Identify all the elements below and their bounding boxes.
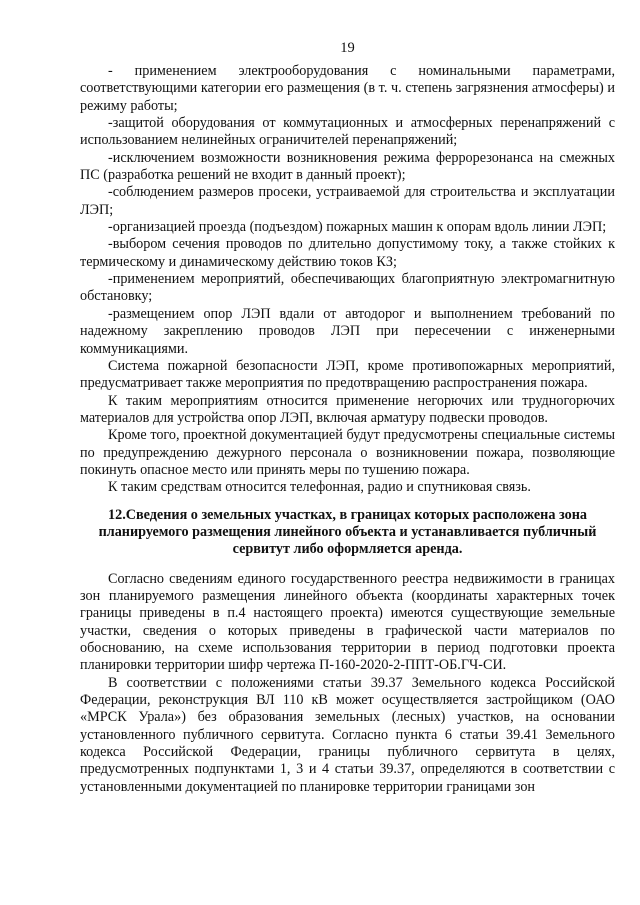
document-body	[80, 63, 615, 796]
paragraph: К таким мероприятиям относится применение негорючих или трудногорючих материалов для устройства опор ЛЭП, включая арматуру подвески проводов.	[80, 392, 615, 426]
paragraph: К таким средствам относится телефонная, радио и спутниковая связь.	[108, 479, 531, 496]
list-item: -соблюдением размеров просеки, устраиваемой для строительства и эксплуатации ЛЭП;	[80, 184, 615, 218]
list-item: -организацией проезда (подъездом) пожарных машин к опорам вдоль линии ЛЭП;	[108, 219, 607, 236]
paragraph: Кроме того, проектной документацией будут предусмотрены специальные системы по предупреждению дежурного персонала о возникновении пожара, позволяющие покинуть опасное место или принять меры по тушению пожара.	[80, 427, 615, 478]
list-item: -защитой оборудования от коммутационных и атмосферных перенапряжений с использованием нелинейных ограничителей перенапряжений;	[80, 115, 615, 149]
paragraph: Система пожарной безопасности ЛЭП, кроме противопожарных мероприятий, предусматривает также мероприятия по предотвращению распространения пожара.	[80, 357, 615, 392]
list-item: -исключением возможности возникновения режима феррорезонанса на смежных ПС (разработка решений не входит в данный проект);	[80, 149, 615, 184]
section-heading: 12.Сведения о земельных участках, в границах которых расположена зона планируемого размещения линейного объекта и устанавливается публичный сервитут либо оформляется аренда.	[98, 506, 597, 558]
paragraph: Согласно сведениям единого государственного реестра недвижимости в границах зон планируемого размещения линейного объекта (координаты характерных точек границы приведены в п.4 настоящего проекта) имеются существующие земельные участки, сведения о которых приведены в графической части материалов по обоснованию, на схеме использования территории в период подготовки проекта планировки территории шифр чертежа П-160-2020-2-ППТ-ОБ.ГЧ-СИ.	[80, 570, 615, 674]
list-item: -размещением опор ЛЭП вдали от автодорог и выполнением требований по надежному закреплению проводов ЛЭП при пересечении с инженерными коммуникациями.	[80, 305, 615, 357]
paragraph: В соответствии с положениями статьи 39.37 Земельного кодекса Российской Федерации, реконструкция ВЛ 110 кВ может осуществляется застройщиком (ОАО «МРСК Урала») без образования земельных (лесных) участков, на основании установленного публичного сервитута. Согласно пункта 6 статьи 39.41 Земельного кодекса Российской Федерации, границы публичного сервитута в целях, предусмотренных подпунктами 1, 3 и 4 статьи 39.37, определяются в соответствии с установленными документацией по планировке территории границами зон	[80, 674, 615, 795]
page-number: 19	[340, 40, 355, 56]
document-page	[80, 40, 615, 796]
list-item: -выбором сечения проводов по длительно допустимому току, а также стойких к термическому и динамическому действию токов КЗ;	[80, 236, 615, 270]
list-item: - применением электрооборудования с номинальными параметрами, соответствующими категории его размещения (в т. ч. степень загрязнения атмосферы) и режиму работы;	[80, 63, 615, 114]
list-item: -применением мероприятий, обеспечивающих благоприятную электромагнитную обстановку;	[80, 271, 615, 305]
